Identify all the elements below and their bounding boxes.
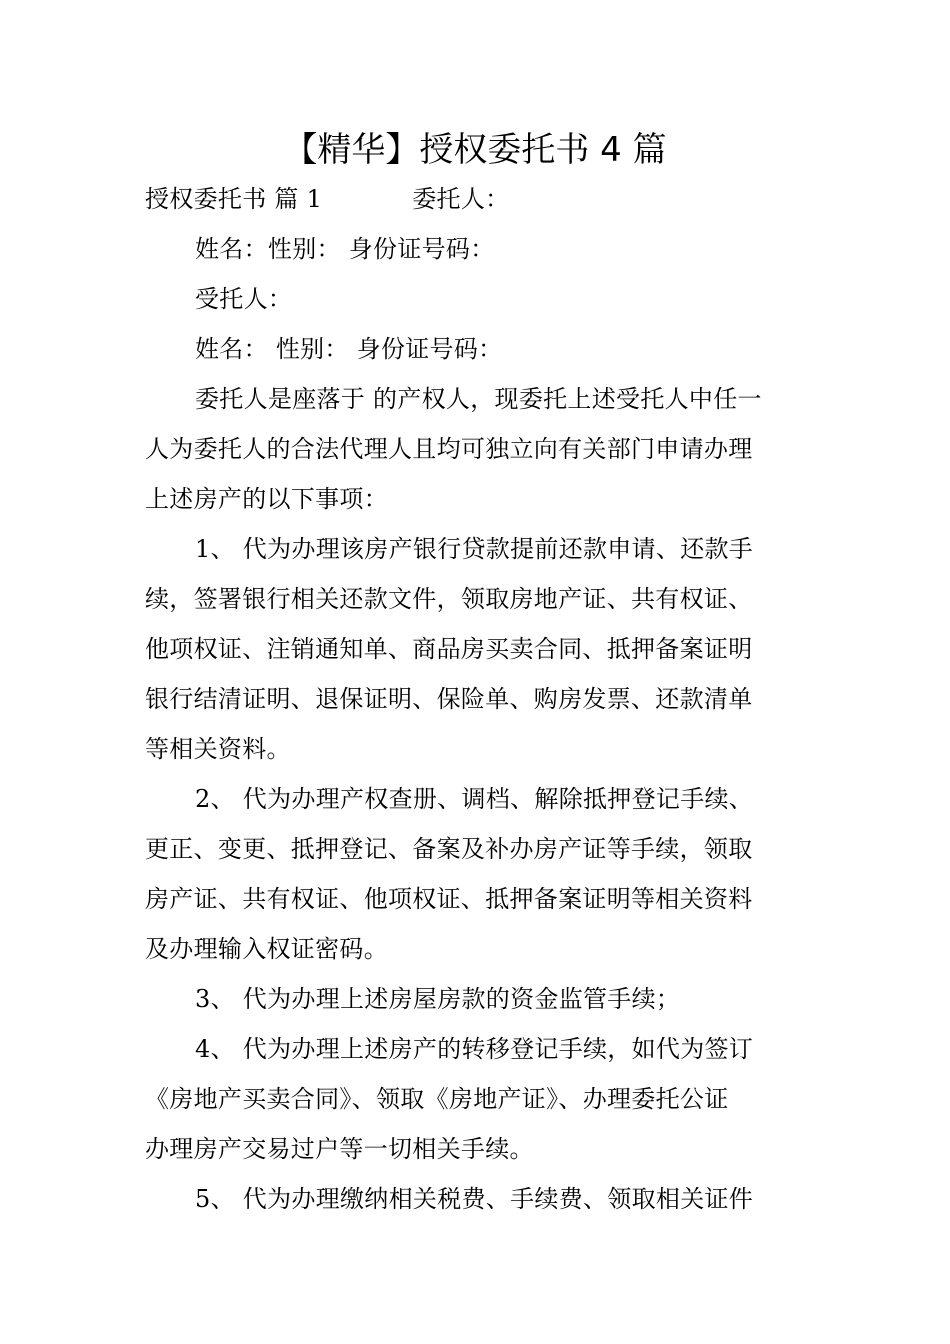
item-1-line: 银行结清证明、退保证明、保险单、购房发票、还款清单 [145, 685, 753, 713]
item-2-line: 及办理输入权证密码。 [145, 935, 388, 963]
section-heading: 授权委托书 篇 1 [145, 185, 323, 213]
item-4-line: 4、 代为办理上述房产的转移登记手续，如代为签订 [195, 1035, 754, 1063]
item-2-line: 更正、变更、抵押登记、备案及补办房产证等手续，领取 [145, 835, 753, 863]
item-1-line: 续，签署银行相关还款文件，领取房地产证、共有权证、 [145, 585, 753, 613]
agent-info-line: 姓名： 性别： 身份证号码： [195, 335, 503, 363]
heading-line [145, 182, 810, 216]
paragraph-line: 上述房产的以下事项： [145, 485, 388, 513]
item-1-line: 1、 代为办理该房产银行贷款提前还款申请、还款手 [195, 535, 754, 563]
item-1-line: 等相关资料。 [145, 735, 291, 763]
principal-label: 委托人： [412, 185, 510, 213]
document-title: 【精华】授权委托书 4 篇 [283, 130, 667, 170]
paragraph-line: 委托人是座落于 的产权人，现委托上述受托人中任一 [195, 385, 762, 413]
item-2-line: 房产证、共有权证、他项权证、抵押备案证明等相关资料 [145, 885, 753, 913]
item-4-line: 《房地产买卖合同》、领取《房地产证》、办理委托公证 [145, 1085, 729, 1113]
paragraph-line: 人为委托人的合法代理人且均可独立向有关部门申请办理 [145, 435, 753, 463]
agent-label-line: 受托人： [195, 285, 293, 313]
item-1-line: 他项权证、注销通知单、商品房买卖合同、抵押备案证明 [145, 635, 753, 663]
item-4-line: 办理房产交易过户等一切相关手续。 [145, 1135, 534, 1163]
item-2-line: 2、 代为办理产权查册、调档、解除抵押登记手续、 [195, 785, 754, 813]
item-5-line: 5、 代为办理缴纳相关税费、手续费、领取相关证件 [195, 1185, 754, 1213]
item-3-line: 3、 代为办理上述房屋房款的资金监管手续； [195, 985, 681, 1013]
principal-info-line: 姓名：性别： 身份证号码： [195, 235, 495, 263]
